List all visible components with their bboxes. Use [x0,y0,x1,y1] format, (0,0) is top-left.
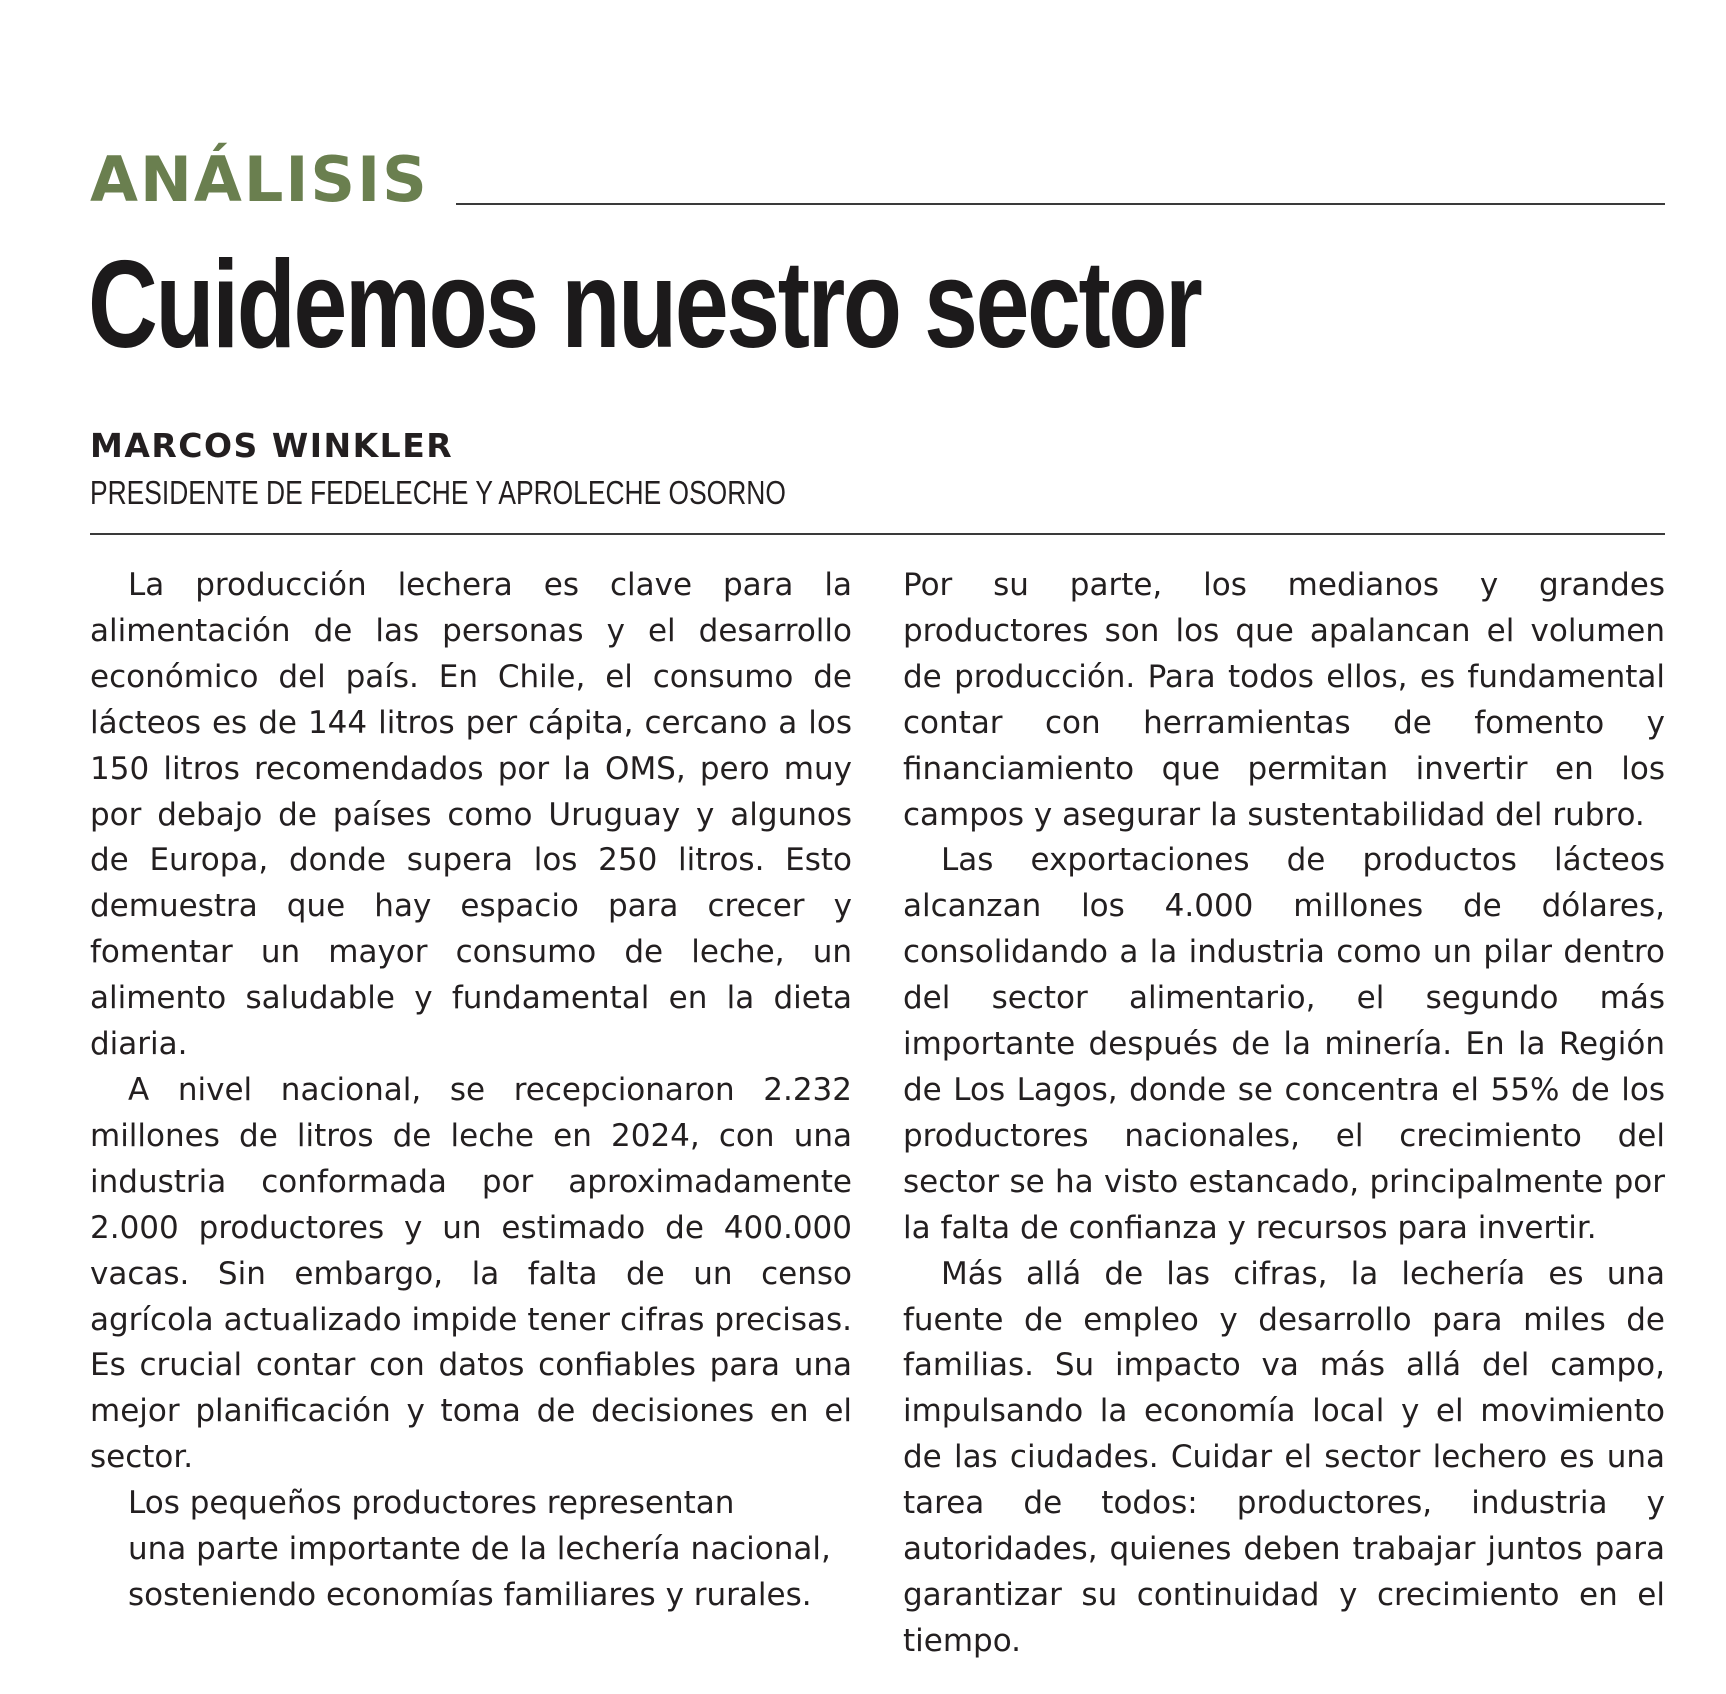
article-paragraph: La producción lechera es clave para la alimentación de las personas y el desarrollo económico del país. En Chile, el consumo de lácteos es de 144 litros per cápita, cercano a los 150 litros recomendados por la OMS, pero muy por debajo de países como Uruguay y algunos de Europa, donde supera los 250 litros. Esto demuestra que hay espacio para crecer y fomentar un mayor consumo de leche, un alimento saludable y fundamental en la dieta diaria. [90,567,852,1063]
article-column-left [90,563,852,1619]
article-column-right [903,563,1665,1665]
article-paragraph: Las exportaciones de productos lácteos alcanzan los 4.000 millones de dólares, consolidando a la industria como un pilar dentro del sector alimentario, el segundo más importante después de la minería. En la Región de Los Lagos, donde se concentra el 55% de los productores nacionales, el crecimiento del sector se ha visto estancado, principalmente por la falta de confianza y recursos para invertir. [903,842,1665,1246]
section-header [90,140,1665,220]
paragraph-line: una parte importante de la lechería nacional, [128,1531,831,1568]
article-paragraph: Más allá de las cifras, la lechería es una fuente de empleo y desarrollo para miles de familias. Su impacto va más allá del campo, impulsando la economía local y el movimiento de las ciudades. Cuidar el sector lechero es una tarea de todos: productores, industria y autoridades, quienes deben trabajar juntos para garantizar su continuidad y crecimiento en el tiempo. [903,1255,1665,1659]
paragraph-line: sosteniendo economías familiares y rurales. [128,1576,812,1613]
section-divider [456,203,1665,205]
article-paragraph-continued: Por su parte, los medianos y grandes productores son los que apalancan el volumen de producción. Para todos ellos, es fundamental contar con herramientas de fomento y financiamiento que permitan invertir en los campos y asegurar la sustentabilidad del rubro. [903,567,1665,833]
article-paragraph [90,1481,852,1619]
byline-divider [90,533,1665,535]
article-paragraph: A nivel nacional, se recepcionaron 2.232 millones de litros de leche en 2024, con una industria conformada por aproximadamente 2.000 productores y un estimado de 400.000 vacas. Sin embargo, la falta de un censo agrícola actualizado impide tener cifras precisas. Es crucial contar con datos confiables para una mejor planificación y toma de decisiones en el sector. [90,1071,852,1476]
section-label: ANÁLISIS [90,143,429,216]
author-name: MARCOS WINKLER [90,426,454,465]
headline: Cuidemos nuestro sector [88,236,1201,374]
paragraph-line: Los pequeños productores representan [128,1485,735,1522]
author-role: PRESIDENTE DE FEDELECHE Y APROLECHE OSORNO [90,474,786,511]
